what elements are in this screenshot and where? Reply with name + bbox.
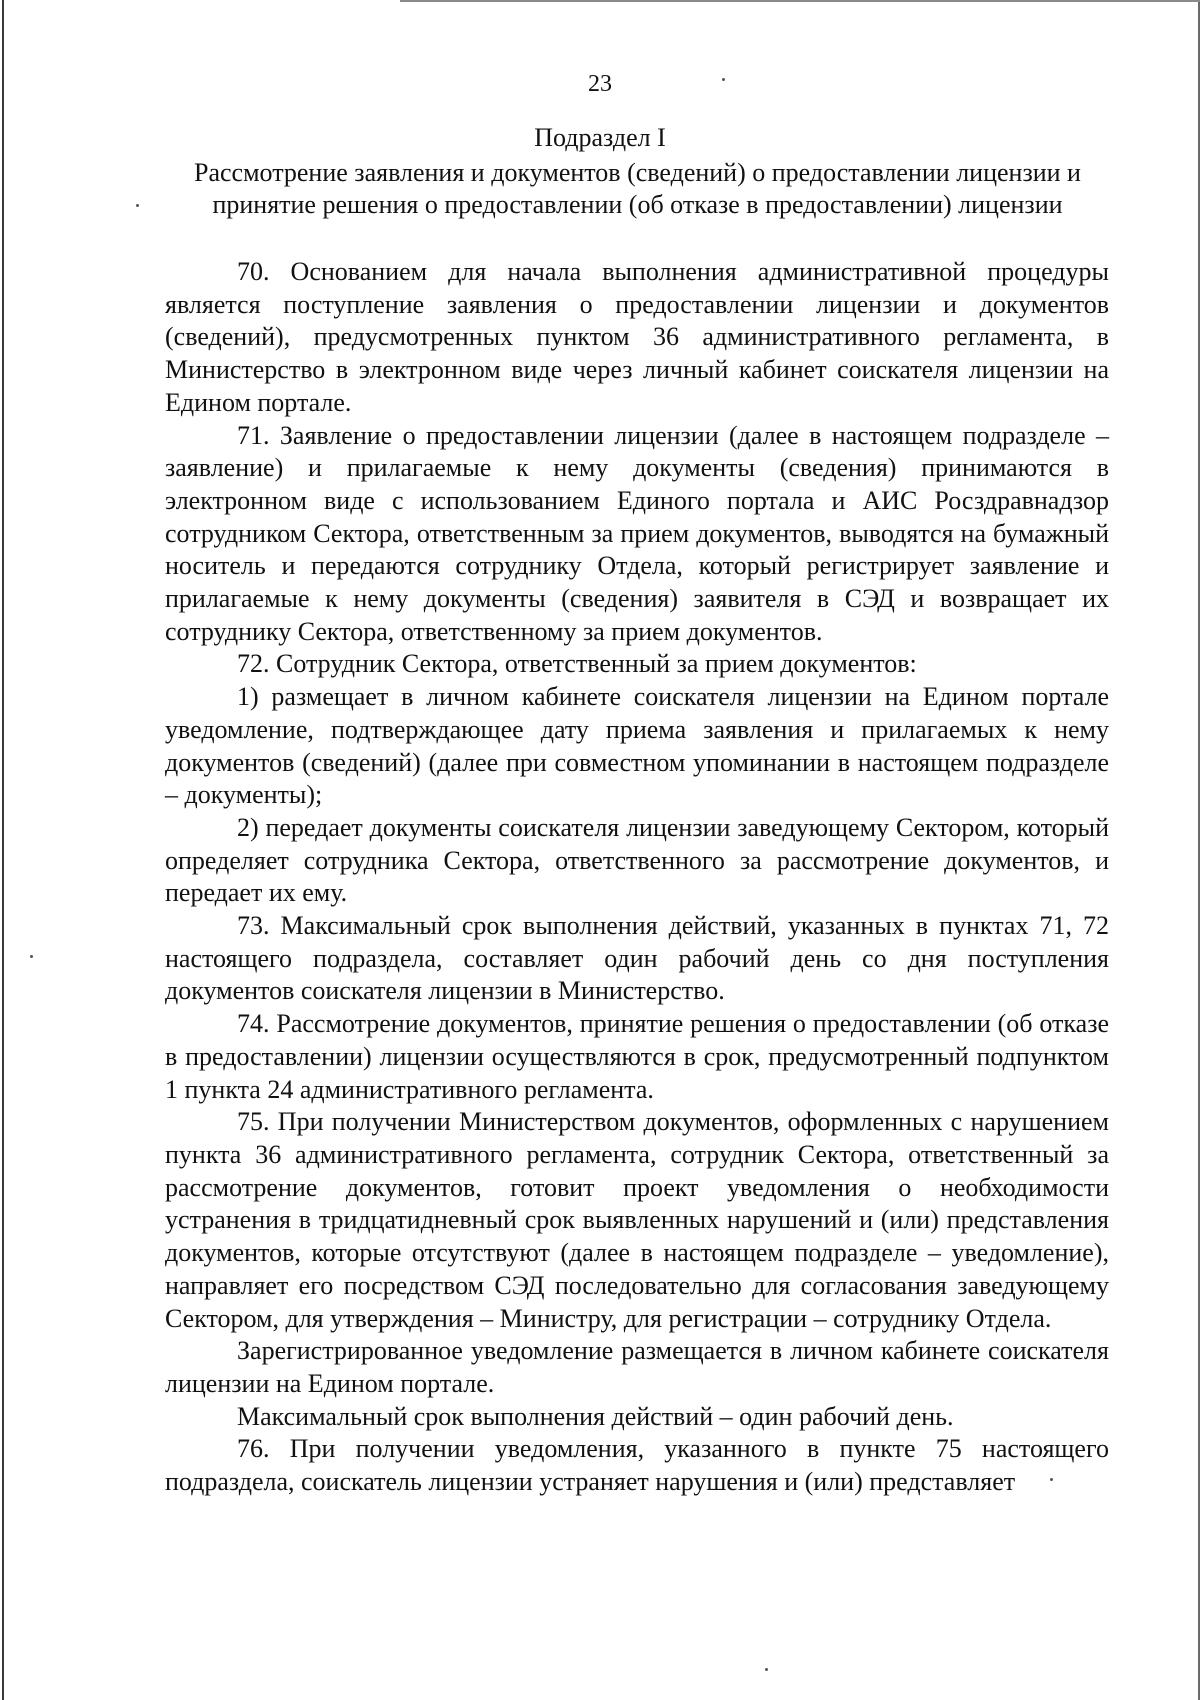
page-number: 23 xyxy=(588,71,612,97)
paragraph-76: 76. При получении уведомления, указанного в пункте 75 настоящего подраздела, соискатель лицензии устраняет нарушения и (или) представляет xyxy=(165,1434,1109,1497)
scan-edge-top xyxy=(400,0,1200,2)
paragraph-72-item-2: 2) передает документы соискателя лицензии заведующему Сектором, который определяет сотрудника Сектора, ответственного за рассмотрение документов, и передает их ему. xyxy=(165,812,1109,908)
scan-speck xyxy=(765,1668,768,1671)
paragraph-75-notice-posted: Зарегистрированное уведомление размещается в личном кабинете соискателя лицензии на Едином портале. xyxy=(165,1336,1109,1398)
paragraph-75-deadline: Максимальный срок выполнения действий – один рабочий день. xyxy=(237,1401,954,1431)
paragraph-70: 70. Основанием для начала выполнения административной процедуры является поступление заявления о предоставлении лицензии и документов (сведений), предусмотренных пунктом 36 административного регламента, в Министерство в электронном виде через личный кабинет соискателя лицензии на Едином портале. xyxy=(165,257,1109,417)
paragraph-74: 74. Рассмотрение документов, принятие решения о предоставлении (об отказе в предоставлении) лицензии осуществляются в срок, предусмотренный подпунктом 1 пункта 24 административного регламента. xyxy=(165,1009,1109,1104)
document-body xyxy=(165,256,1109,1499)
paragraph-73: 73. Максимальный срок выполнения действий, указанных в пунктах 71, 72 настоящего подраздела, составляет один рабочий день со дня поступления документов соискателя лицензии в Министерство. xyxy=(165,911,1109,1006)
paragraph-75: 75. При получении Министерством документов, оформленных с нарушением пункта 36 административного регламента, сотрудник Сектора, ответственный за рассмотрение документов, готовит проект уведомления о необходимости устранения в тридцатидневный срок выявленных нарушений и (или) представления документов, которые отсутствуют (далее в настоящем подразделе – уведомление), направляет его посредством СЭД последовательно для согласования заведующему Сектором, для утверждения – Министру, для регистрации – сотруднику Отдела. xyxy=(165,1107,1109,1333)
scan-speck xyxy=(30,955,33,958)
scan-speck xyxy=(136,204,139,207)
scan-edge-left xyxy=(2,0,4,1700)
subsection-heading: Рассмотрение заявления и документов (сведений) о предоставлении лицензии и принятие решения о предоставлении (об отказе в предоставлении) лицензии xyxy=(194,158,1081,219)
subsection-title: Подраздел I xyxy=(534,123,666,152)
paragraph-72: 72. Сотрудник Сектора, ответственный за прием документов: xyxy=(237,649,917,679)
scan-speck xyxy=(1050,1478,1053,1481)
scan-speck xyxy=(722,78,725,81)
paragraph-72-item-1: 1) размещает в личном кабинете соискателя лицензии на Едином портале уведомление, подтверждающее дату приема заявления и прилагаемых к нему документов (сведений) (далее при совместном упоминании в настоящем подразделе – документы); xyxy=(165,682,1109,810)
paragraph-71: 71. Заявление о предоставлении лицензии (далее в настоящем подразделе – заявление) и прилагаемые к нему документы (сведения) принимаются в электронном виде с использованием Единого портала и АИС Росздравнадзор сотрудником Сектора, ответственным за прием документов, выводятся на бумажный носитель и передаются сотруднику Отдела, который регистрирует заявление и прилагаемые к нему документы (сведения) заявителя в СЭД и возвращает их сотруднику Сектора, ответственному за прием документов. xyxy=(165,420,1109,646)
